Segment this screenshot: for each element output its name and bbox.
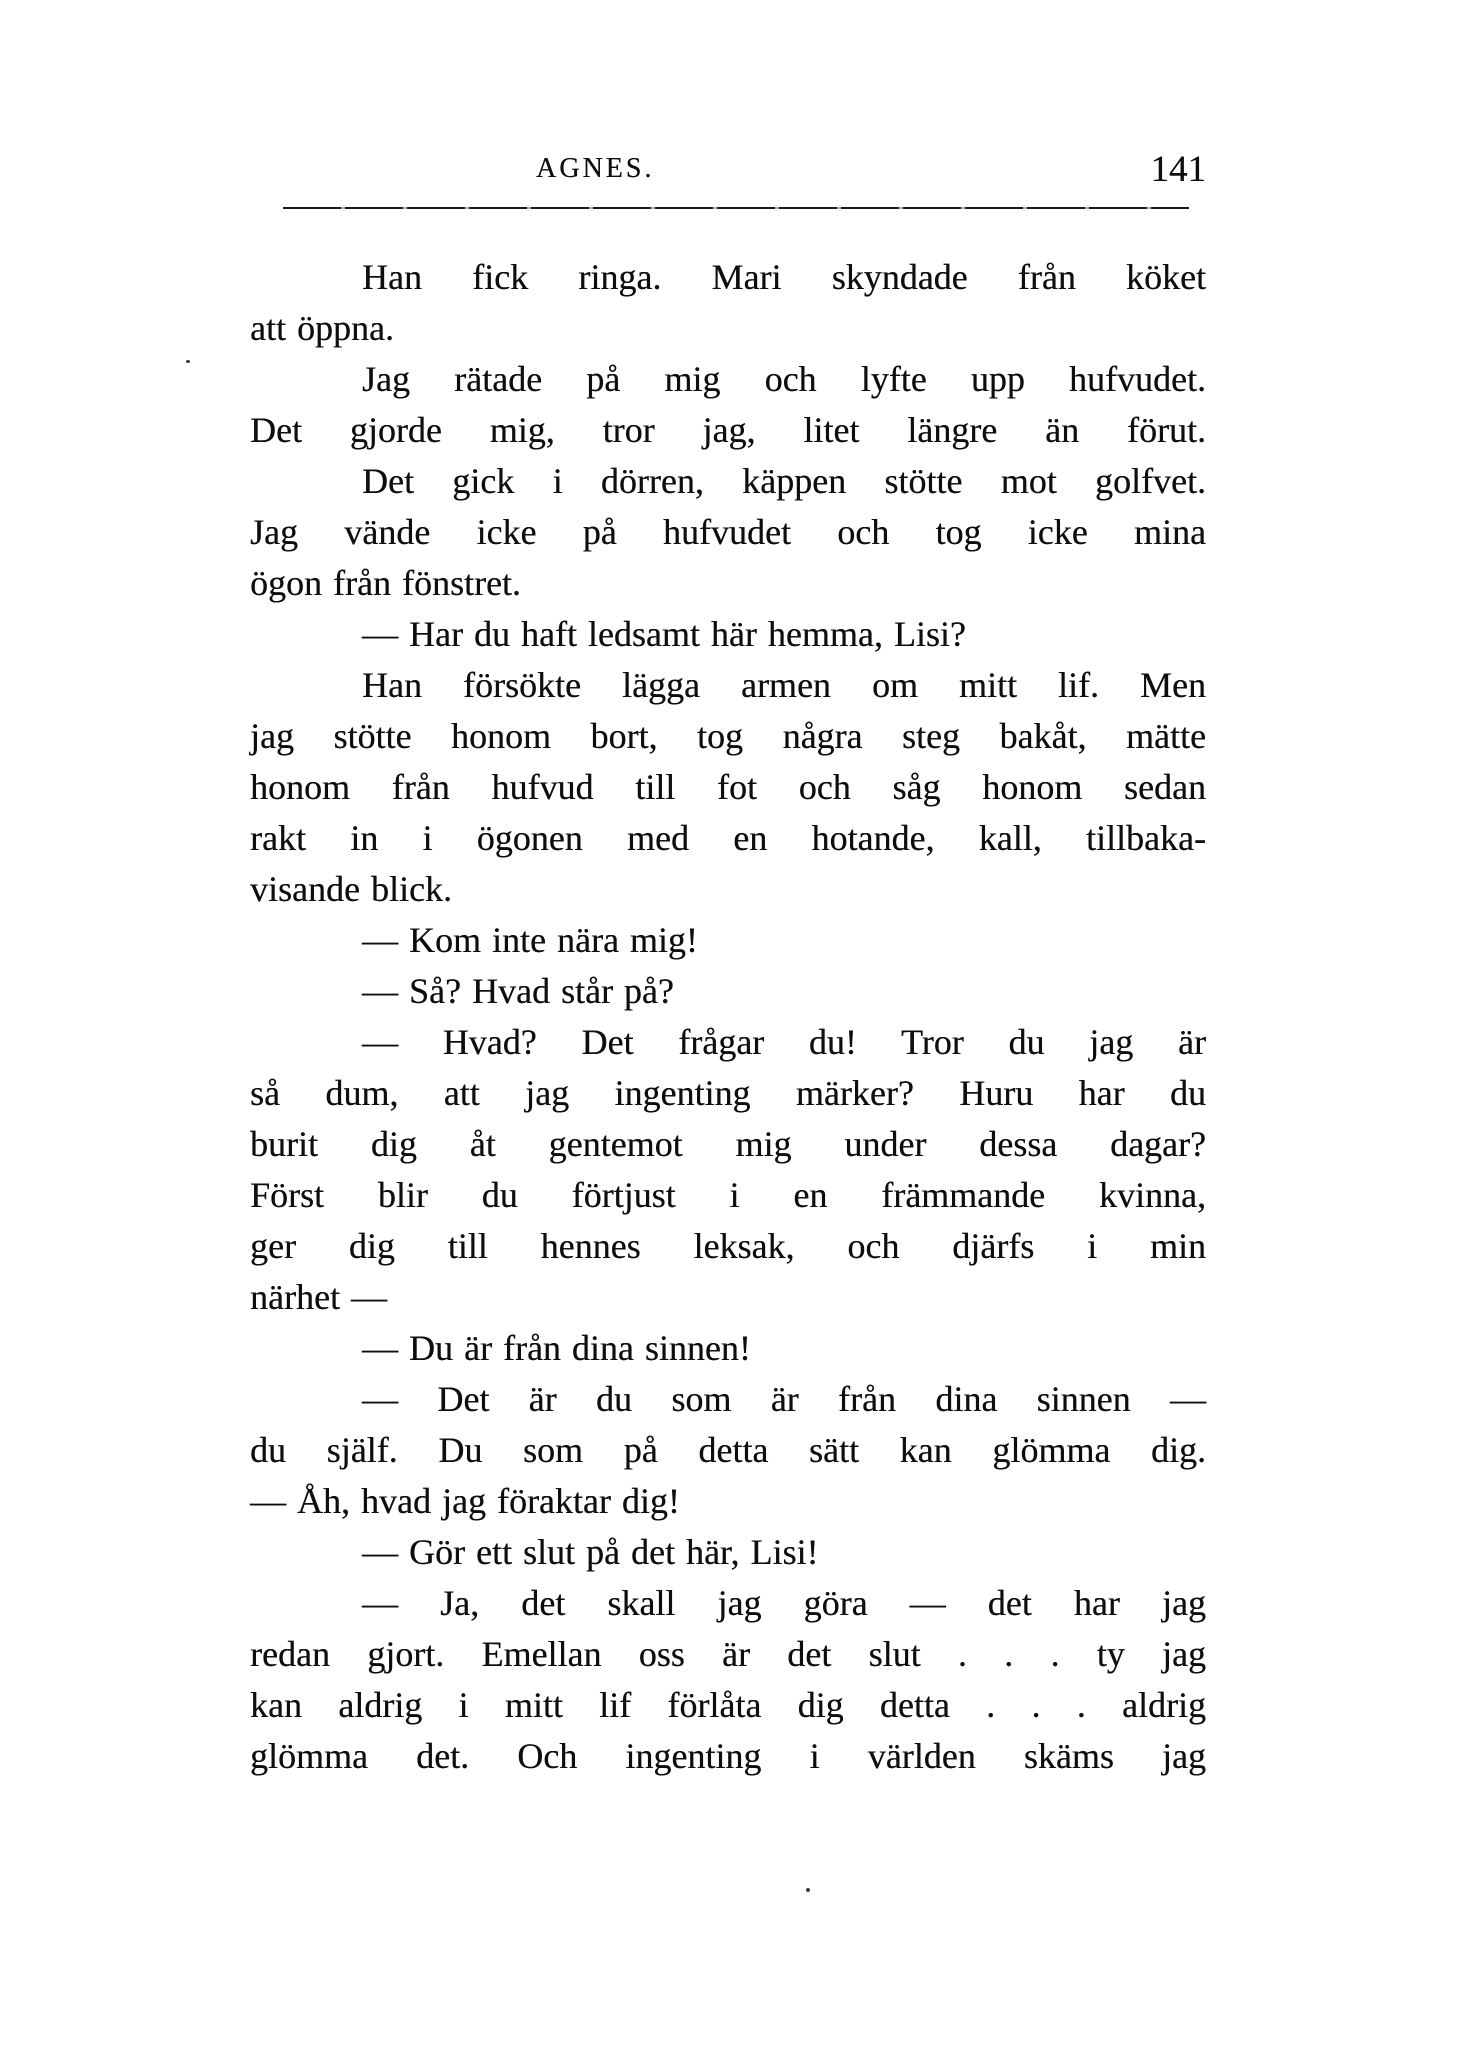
text-line: burit dig åt gentemot mig under dessa dagar? xyxy=(250,1124,1206,1164)
running-head-title: AGNES. xyxy=(536,153,655,184)
header-rule xyxy=(283,207,1189,209)
text-line: så dum, att jag ingenting märker? Huru har du xyxy=(250,1073,1206,1113)
text-line: — Kom inte nära mig! xyxy=(362,920,698,960)
text-line: ger dig till hennes leksak, och djärfs i min xyxy=(250,1226,1206,1266)
text-line: visande blick. xyxy=(250,869,452,909)
text-line: jag stötte honom bort, tog några steg bakåt, mätte xyxy=(250,716,1206,756)
text-line: Han försökte lägga armen om mitt lif. Men xyxy=(362,665,1206,705)
text-line: redan gjort. Emellan oss är det slut . . . ty jag xyxy=(250,1634,1206,1674)
text-line: kan aldrig i mitt lif förlåta dig detta . . . aldrig xyxy=(250,1685,1206,1725)
text-line: att öppna. xyxy=(250,308,394,348)
text-line: närhet — xyxy=(250,1277,387,1317)
text-line: Det gick i dörren, käppen stötte mot golfvet. xyxy=(362,461,1206,501)
text-line: ögon från fönstret. xyxy=(250,563,521,603)
scan-speck xyxy=(806,1888,810,1892)
text-line: — Åh, hvad jag föraktar dig! xyxy=(250,1481,680,1521)
body-text xyxy=(250,252,1206,1782)
text-line: Jag vände icke på hufvudet och tog icke mina xyxy=(250,512,1206,552)
text-line: Han fick ringa. Mari skyndade från köket xyxy=(362,257,1206,297)
text-line: — Gör ett slut på det här, Lisi! xyxy=(362,1532,819,1572)
text-line: honom från hufvud till fot och såg honom sedan xyxy=(250,767,1206,807)
text-line: — Det är du som är från dina sinnen — xyxy=(362,1379,1206,1419)
scan-speck xyxy=(186,360,190,363)
text-line: du själf. Du som på detta sätt kan glömma dig. xyxy=(250,1430,1206,1470)
text-line: — Så? Hvad står på? xyxy=(362,971,674,1011)
text-line: glömma det. Och ingenting i världen skäms jag xyxy=(250,1736,1206,1776)
page-number: 141 xyxy=(1150,149,1206,190)
text-line: Jag rätade på mig och lyfte upp hufvudet. xyxy=(362,359,1206,399)
text-line: rakt in i ögonen med en hotande, kall, tillbaka- xyxy=(250,818,1206,858)
text-line: Det gjorde mig, tror jag, litet längre än förut. xyxy=(250,410,1206,450)
text-line: — Hvad? Det frågar du! Tror du jag är xyxy=(362,1022,1206,1062)
text-line: — Ja, det skall jag göra — det har jag xyxy=(362,1583,1206,1623)
text-line: — Har du haft ledsamt här hemma, Lisi? xyxy=(362,614,966,654)
text-line: Först blir du förtjust i en främmande kvinna, xyxy=(250,1175,1206,1215)
text-line: — Du är från dina sinnen! xyxy=(362,1328,751,1368)
